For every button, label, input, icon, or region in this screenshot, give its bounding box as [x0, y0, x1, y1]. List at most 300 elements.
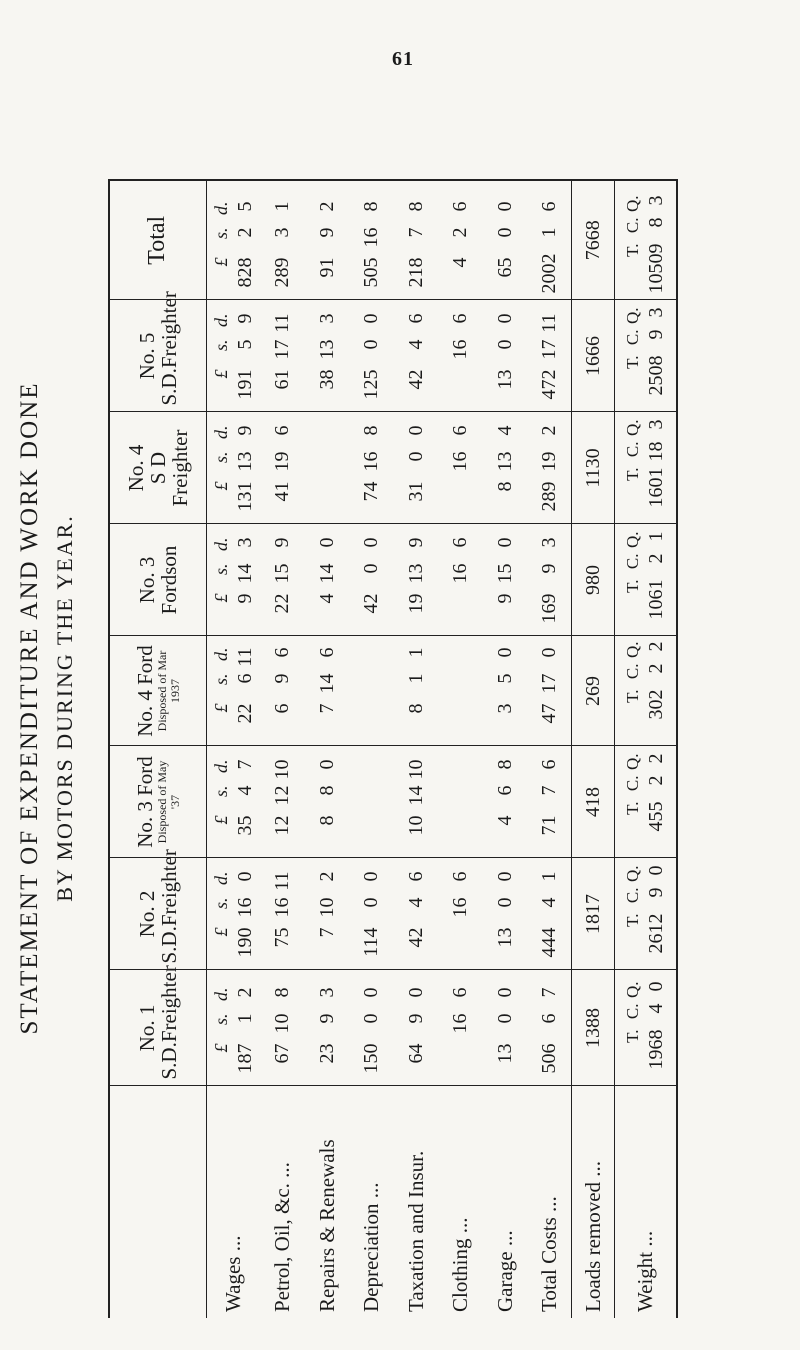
table-row — [483, 180, 527, 1318]
shillings-value: 16 — [233, 897, 256, 918]
shillings-value: 14 — [315, 673, 338, 694]
shillings-value: 16 — [271, 897, 294, 918]
amount-cell — [261, 412, 305, 524]
amount-cell — [527, 180, 571, 300]
pounds-value: 9 — [233, 593, 256, 604]
pence-value: 0 — [315, 537, 338, 548]
amount-cell — [305, 746, 349, 858]
rotated-table-sheet — [8, 88, 798, 1328]
table-row — [527, 180, 571, 1318]
amount-cell — [261, 746, 305, 858]
loads-cell: 418 — [572, 746, 614, 858]
pence-value: 6 — [404, 871, 427, 882]
weight-unit-label: Q. — [622, 419, 642, 437]
pounds-value: 12 — [271, 815, 294, 836]
unit-label: s. — [210, 785, 231, 798]
unit-label: d. — [210, 987, 231, 1001]
amount-cell — [483, 180, 527, 300]
shillings-value: 0 — [360, 563, 383, 574]
pence-value: 6 — [449, 537, 472, 548]
amount-cell — [394, 524, 438, 636]
amount-cell — [438, 524, 482, 636]
weight-unit-label: C. — [622, 553, 642, 570]
loads-cell: 980 — [572, 524, 614, 636]
pounds-value: 150 — [360, 1043, 383, 1074]
shillings-value: 6 — [493, 785, 516, 796]
unit-label: d. — [210, 759, 231, 773]
weight-unit-label: T. — [622, 689, 642, 703]
weight-cell — [614, 858, 677, 970]
col-subtitle: S.D.Freighter — [156, 849, 181, 964]
weight-unit-label: C. — [622, 663, 642, 680]
pence-value: 6 — [449, 313, 472, 324]
amount-cell — [350, 636, 394, 746]
amount-cell — [261, 858, 305, 970]
pounds-value: 190 — [233, 927, 256, 958]
amount-cell — [438, 858, 482, 970]
pence-value: 6 — [449, 425, 472, 436]
shillings-value: 3 — [271, 227, 294, 238]
unit-label: d. — [210, 647, 231, 661]
shillings-value: 15 — [271, 563, 294, 584]
shillings-value: 14 — [315, 563, 338, 584]
pounds-value — [449, 478, 472, 518]
loads-cell: 7668 — [572, 180, 614, 300]
shillings-value: 0 — [360, 1013, 383, 1024]
row-label: Loads removed ... — [572, 1086, 614, 1318]
pence-value: 2 — [537, 425, 560, 436]
expenditure-table — [108, 179, 678, 1318]
pence-value: 0 — [360, 313, 383, 324]
pounds-value: 10 — [404, 815, 427, 836]
shillings-value: 4 — [404, 897, 427, 908]
amount-cell — [394, 180, 438, 300]
qrs-value: 1 — [644, 531, 667, 542]
weight-unit-label: C. — [622, 441, 642, 458]
amount-cell — [483, 524, 527, 636]
tons-value: 455 — [644, 801, 667, 832]
money-rows — [206, 180, 572, 1318]
amount-cell — [261, 524, 305, 636]
col-title: No. 1 — [134, 1004, 159, 1052]
shillings-value: 9 — [271, 673, 294, 684]
shillings-value: 10 — [271, 1013, 294, 1034]
row-label-header — [109, 1086, 206, 1318]
amount-cell — [527, 300, 571, 412]
shillings-value: 9 — [404, 1013, 427, 1024]
pence-value: 9 — [404, 537, 427, 548]
pence-value: 6 — [404, 313, 427, 324]
pence-value: 8 — [493, 759, 516, 770]
amount-cell — [527, 858, 571, 970]
shillings-value: 0 — [360, 897, 383, 908]
pounds-value: 42 — [404, 369, 427, 390]
col-title: No. 5 — [134, 332, 159, 380]
pounds-value: 31 — [404, 481, 427, 502]
unit-label: s. — [210, 673, 231, 686]
weight-unit-label: T. — [622, 1029, 642, 1043]
shillings-value: 17 — [537, 339, 560, 360]
row-label: Wages ... — [221, 1235, 246, 1312]
shillings-value: 0 — [493, 339, 516, 350]
loads-cell: 1817 — [572, 858, 614, 970]
pounds-value: 125 — [360, 369, 383, 400]
amount-cell — [483, 970, 527, 1086]
unit-label: d. — [210, 313, 231, 327]
weight-unit-label: Q. — [622, 981, 642, 999]
pence-value: 10 — [404, 759, 427, 780]
unit-label: s. — [210, 563, 231, 576]
col-header-no5-freighter — [109, 291, 206, 412]
col-title: No. 4 Ford — [133, 645, 158, 737]
pounds-value: 38 — [315, 369, 338, 390]
cwt-value: 9 — [644, 329, 667, 340]
pounds-value: 131 — [233, 481, 256, 512]
amount-cell — [438, 412, 482, 524]
weight-unit-label: Q. — [622, 641, 642, 659]
pence-value: 1 — [537, 871, 560, 882]
amount-cell — [206, 300, 261, 412]
weight-unit-label: C. — [622, 887, 642, 904]
amount-cell — [305, 412, 349, 524]
pounds-value: 65 — [493, 257, 516, 278]
pence-value: 8 — [360, 425, 383, 436]
unit-label: £ — [210, 257, 231, 267]
unit-label: d. — [210, 201, 231, 215]
pounds-value: 6 — [271, 703, 294, 714]
qrs-value: 3 — [644, 307, 667, 318]
pounds-value: 61 — [271, 369, 294, 390]
weight-unit-label: T. — [622, 243, 642, 257]
pence-value: 9 — [233, 313, 256, 324]
shillings-value: 0 — [493, 1013, 516, 1024]
unit-label: s. — [210, 897, 231, 910]
amount-cell — [206, 636, 261, 746]
pence-value: 8 — [271, 987, 294, 998]
col-subtitle: S.D.Freighter — [156, 291, 181, 406]
amount-cell — [350, 180, 394, 300]
cwt-value: 18 — [644, 441, 667, 462]
amount-cell — [206, 180, 261, 300]
amount-cell — [350, 412, 394, 524]
pence-value: 3 — [233, 537, 256, 548]
tons-value: 302 — [644, 689, 667, 720]
amount-cell — [305, 180, 349, 300]
shillings-value: 17 — [271, 339, 294, 360]
col-title: No. 3 — [134, 556, 159, 604]
pounds-value: 41 — [271, 481, 294, 502]
shillings-value: 16 — [360, 451, 383, 472]
amount-cell — [438, 300, 482, 412]
pounds-value: 13 — [493, 1043, 516, 1064]
pounds-value: 64 — [404, 1043, 427, 1064]
shillings-value: 16 — [449, 339, 472, 360]
amount-cell — [350, 970, 394, 1086]
col-subtitle: S D Freighter — [145, 429, 192, 507]
row-label: Taxation and Insur. — [403, 1150, 428, 1312]
pence-value: 0 — [360, 987, 383, 998]
pounds-value: 8 — [315, 815, 338, 826]
cwt-value: 2 — [644, 775, 667, 786]
weight-unit-label: T. — [622, 467, 642, 481]
shillings-value: 2 — [449, 227, 472, 238]
shillings-value: 14 — [233, 563, 256, 584]
shillings-value: 2 — [233, 227, 256, 238]
col-header-no3-ford — [109, 746, 206, 858]
cwt-value: 9 — [644, 887, 667, 898]
amount-cell — [261, 300, 305, 412]
pounds-value: 7 — [315, 927, 338, 938]
pence-value: 7 — [233, 759, 256, 770]
col-note: Disposed of Mar 1937 — [155, 650, 182, 732]
qrs-value: 0 — [644, 981, 667, 992]
weight-cell — [614, 412, 677, 524]
pounds-value: 23 — [315, 1043, 338, 1064]
pence-value: 1 — [404, 647, 427, 658]
pence-value: 11 — [271, 313, 294, 333]
unit-label: s. — [210, 451, 231, 464]
pounds-value: 7 — [315, 703, 338, 714]
pence-value: 10 — [271, 759, 294, 780]
pence-value: 2 — [315, 201, 338, 212]
amount-cell — [261, 636, 305, 746]
unit-label: £ — [210, 593, 231, 603]
pounds-value: 71 — [537, 815, 560, 836]
pounds-value: 8 — [404, 703, 427, 714]
amount-cell — [350, 858, 394, 970]
shillings-value: 1 — [404, 673, 427, 684]
weight-cell — [614, 300, 677, 412]
table-row — [394, 180, 438, 1318]
pounds-value: 67 — [271, 1043, 294, 1064]
weight-cell — [614, 970, 677, 1086]
pounds-value: 42 — [404, 927, 427, 948]
pence-value: 6 — [315, 647, 338, 658]
unit-label: £ — [210, 927, 231, 937]
shillings-value: 5 — [233, 339, 256, 350]
row-label: Total Costs ... — [536, 1196, 561, 1312]
pence-value: 6 — [271, 425, 294, 436]
pounds-value: 47 — [537, 703, 560, 724]
shillings-value: 4 — [537, 897, 560, 908]
weight-unit-label: C. — [622, 1003, 642, 1020]
shillings-value: 7 — [537, 785, 560, 796]
shillings-value: 19 — [271, 451, 294, 472]
amount-cell — [394, 412, 438, 524]
shillings-value: 9 — [315, 1013, 338, 1024]
row-label: Depreciation ... — [359, 1182, 384, 1312]
pence-value: 9 — [271, 537, 294, 548]
pence-value: 6 — [537, 201, 560, 212]
pounds-value: 91 — [315, 257, 338, 278]
amount-cell — [206, 746, 261, 858]
col-note: Disposed of May '37 — [155, 760, 182, 844]
pence-value: 7 — [537, 987, 560, 998]
shillings-value: 13 — [315, 339, 338, 360]
pounds-value: 218 — [404, 257, 427, 288]
loads-row — [572, 180, 614, 1318]
pounds-value: 3 — [493, 703, 516, 714]
cwt-value: 8 — [644, 217, 667, 228]
shillings-value: 4 — [233, 785, 256, 796]
qrs-value: 2 — [644, 641, 667, 652]
shillings-value: 12 — [271, 785, 294, 806]
shillings-value: 16 — [360, 227, 383, 248]
col-title: No. 4 — [123, 444, 148, 492]
weight-unit-label: T. — [622, 579, 642, 593]
shillings-value: 6 — [537, 1013, 560, 1024]
weight-unit-label: C. — [622, 217, 642, 234]
pence-value: 6 — [449, 201, 472, 212]
loads-cell: 1130 — [572, 412, 614, 524]
pounds-value: 4 — [449, 257, 472, 268]
amount-cell — [206, 524, 261, 636]
pence-value: 11 — [233, 647, 256, 667]
shillings-value: 0 — [404, 451, 427, 462]
pence-value: 5 — [233, 201, 256, 212]
loads-cell: 269 — [572, 636, 614, 746]
col-header-no4-ford — [109, 636, 206, 746]
col-header-no3-fordson — [109, 524, 206, 636]
pounds-value: 8 — [493, 481, 516, 492]
tons-value: 1601 — [644, 467, 667, 508]
col-title: No. 3 Ford — [133, 756, 158, 848]
weight-unit-label: T. — [622, 355, 642, 369]
weight-unit-label: T. — [622, 913, 642, 927]
weight-cell — [614, 636, 677, 746]
amount-cell — [305, 636, 349, 746]
amount-cell — [350, 524, 394, 636]
amount-cell — [350, 746, 394, 858]
shillings-value: 13 — [493, 451, 516, 472]
amount-cell — [305, 858, 349, 970]
pounds-value — [449, 1040, 472, 1080]
pence-value: 0 — [537, 647, 560, 658]
amount-cell — [305, 300, 349, 412]
col-header-no4-freighter — [109, 412, 206, 524]
weight-unit-label: Q. — [622, 865, 642, 883]
shillings-value: 16 — [449, 897, 472, 918]
pounds-value: 506 — [537, 1043, 560, 1074]
pounds-value: 505 — [360, 257, 383, 288]
row-label: Clothing ... — [448, 1217, 473, 1312]
shillings-value: 14 — [404, 785, 427, 806]
pence-value: 0 — [493, 201, 516, 212]
unit-label: £ — [210, 703, 231, 713]
shillings-value: 6 — [233, 673, 256, 684]
pence-value: 6 — [449, 987, 472, 998]
tons-value: 1061 — [644, 579, 667, 620]
shillings-value: 10 — [315, 897, 338, 918]
pence-value: 3 — [315, 313, 338, 324]
amount-cell — [483, 300, 527, 412]
pence-value: 6 — [271, 647, 294, 658]
pence-value: 2 — [233, 987, 256, 998]
pence-value: 0 — [360, 871, 383, 882]
pounds-value: 4 — [315, 593, 338, 604]
tons-value: 2508 — [644, 355, 667, 396]
amount-cell — [206, 412, 261, 524]
pence-value: 6 — [449, 871, 472, 882]
amount-cell — [527, 746, 571, 858]
pounds-value: 289 — [537, 481, 560, 512]
pence-value: 8 — [404, 201, 427, 212]
unit-label: s. — [210, 339, 231, 352]
pounds-value: 4 — [493, 815, 516, 826]
row-label: Petrol, Oil, &c. ... — [270, 1162, 295, 1312]
page-number: 61 — [392, 48, 414, 70]
amount-cell — [483, 636, 527, 746]
pounds-value: 169 — [537, 593, 560, 624]
amount-cell — [438, 180, 482, 300]
pence-value: 0 — [315, 759, 338, 770]
col-header-no1-freighter — [109, 965, 206, 1086]
table-row — [438, 180, 482, 1318]
pence-value: 0 — [404, 425, 427, 436]
pounds-value: 114 — [360, 927, 383, 957]
pence-value: 1 — [271, 201, 294, 212]
amount-cell — [483, 746, 527, 858]
amount-cell — [394, 636, 438, 746]
pounds-value — [449, 924, 472, 964]
amount-cell — [527, 970, 571, 1086]
tons-value: 1968 — [644, 1029, 667, 1070]
pence-value: 2 — [315, 871, 338, 882]
cwt-value: 2 — [644, 553, 667, 564]
unit-label: d. — [210, 871, 231, 885]
weight-unit-label: Q. — [622, 307, 642, 325]
unit-label: £ — [210, 369, 231, 379]
amount-cell — [527, 636, 571, 746]
loads-cell: 1388 — [572, 970, 614, 1086]
col-title: No. 2 — [134, 890, 159, 938]
pounds-value: 75 — [271, 927, 294, 948]
weight-unit-label: Q. — [622, 195, 642, 213]
weight-row — [614, 180, 677, 1318]
pence-value: 6 — [537, 759, 560, 770]
pounds-value: 22 — [271, 593, 294, 614]
pence-value: 9 — [233, 425, 256, 436]
table-row — [350, 180, 394, 1318]
pence-value: 11 — [537, 313, 560, 333]
weight-cell — [614, 746, 677, 858]
pence-value: 8 — [360, 201, 383, 212]
amount-cell — [261, 970, 305, 1086]
shillings-value: 7 — [404, 227, 427, 238]
shillings-value: 0 — [360, 339, 383, 350]
pounds-value: 289 — [271, 257, 294, 288]
shillings-value: 19 — [537, 451, 560, 472]
col-subtitle: Fordson — [156, 545, 181, 615]
shillings-value: 1 — [233, 1013, 256, 1024]
amount-cell — [206, 858, 261, 970]
pounds-value: 472 — [537, 369, 560, 400]
pounds-value: 187 — [233, 1043, 256, 1074]
amount-cell — [206, 970, 261, 1086]
pence-value: 11 — [271, 871, 294, 891]
pounds-value: 22 — [233, 703, 256, 724]
pence-value: 0 — [360, 537, 383, 548]
expenditure-table-container — [108, 180, 678, 1318]
unit-label: s. — [210, 227, 231, 240]
pounds-value — [449, 590, 472, 630]
cwt-value: 4 — [644, 1003, 667, 1014]
table-row — [305, 180, 349, 1318]
row-label: Weight ... — [614, 1086, 677, 1318]
pounds-value: 2002 — [537, 253, 560, 294]
row-label: Repairs & Renewals — [314, 1139, 339, 1312]
pence-value: 0 — [493, 987, 516, 998]
